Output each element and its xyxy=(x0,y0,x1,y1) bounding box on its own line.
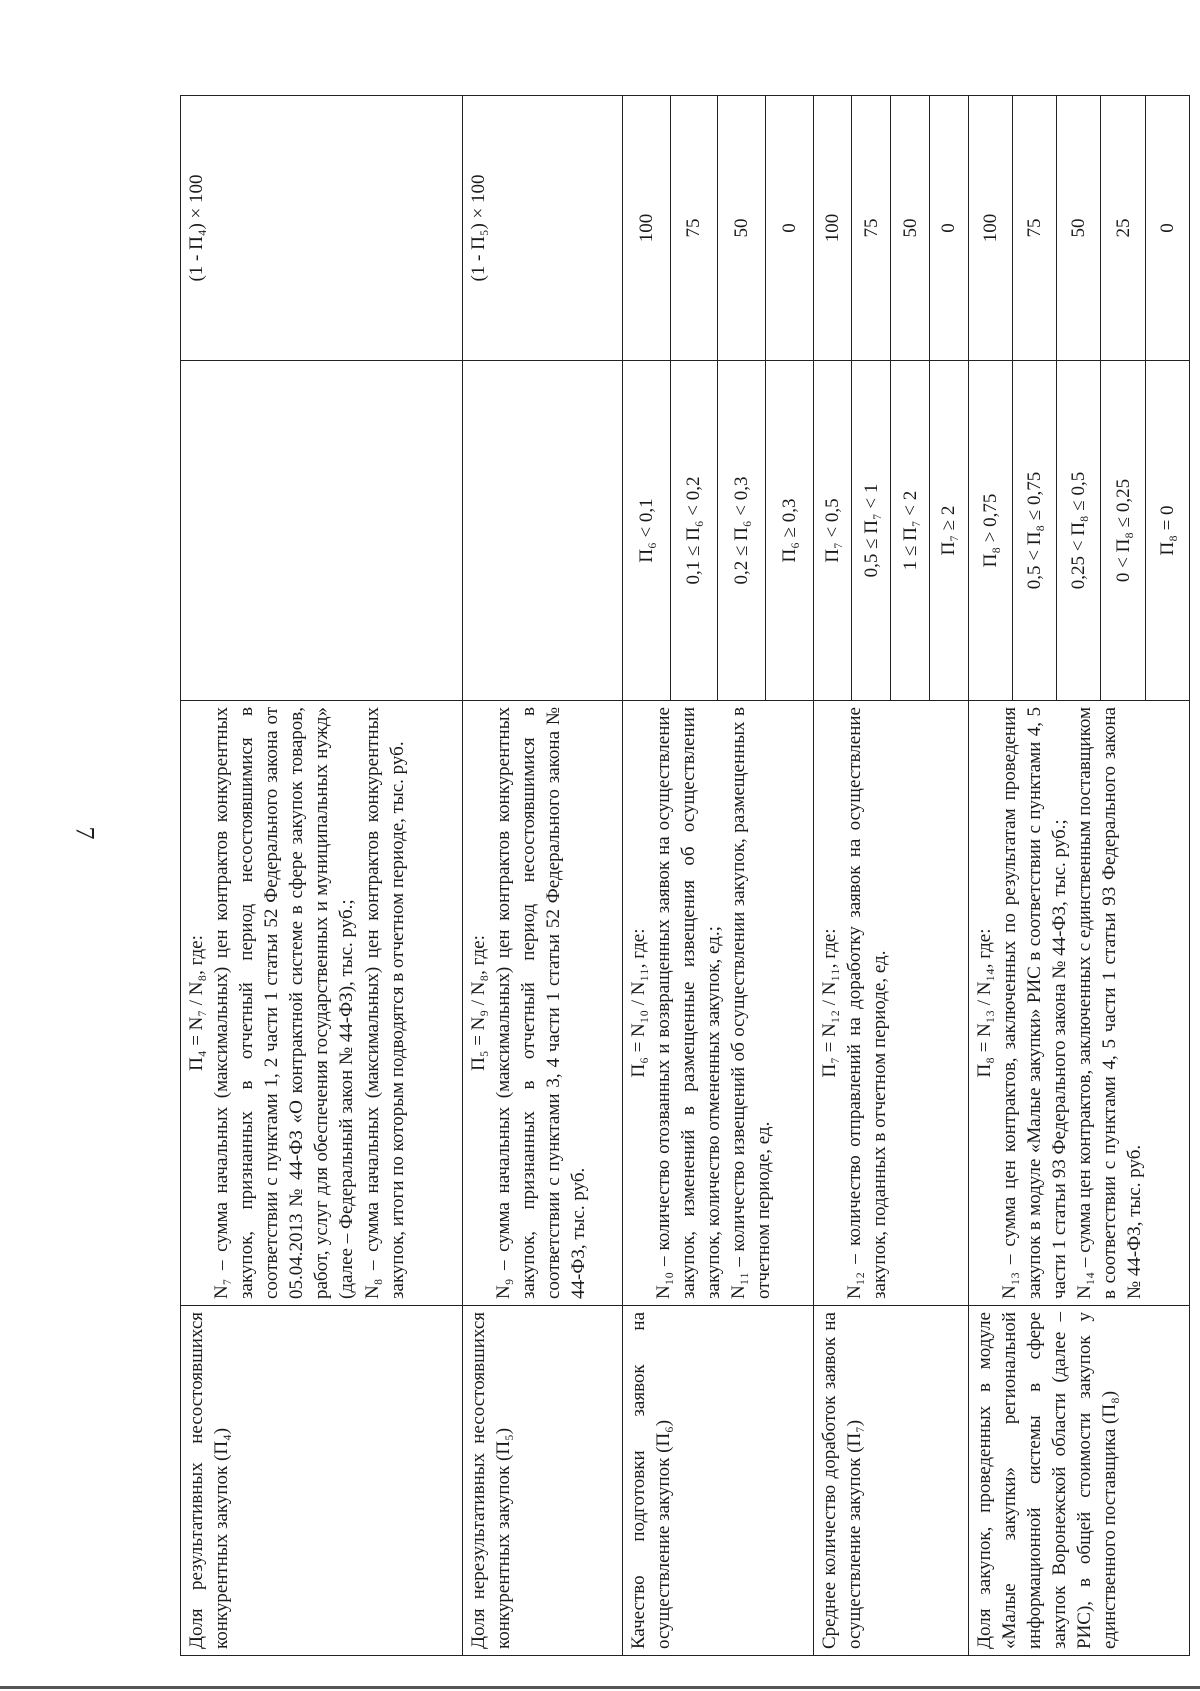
condition-p8-2: 0,5 < П₈ ≤ 0,75 xyxy=(1013,361,1057,701)
table-row-p5 xyxy=(462,96,622,1656)
description-p4-n7: N₇ – сумма начальных (максимальных) цен контрактов конкурентных закупок, признанных в отчетный период несостоявшимися в соответствии с пунктами 1, 2 части 1 статьи 52 Федерального закона от 05.04.2013 № 44-ФЗ «О контрактной системе в сфере закупок товаров, работ, услуг для обеспечения государственных и муниципальных нужд» (далее – Федеральный закон № 44-ФЗ), тыс. руб.; xyxy=(211,707,358,1299)
indicator-name-p5: Доля нерезультативных несостоявшихся конкурентных закупок (П₅) xyxy=(462,1306,622,1656)
indicators-table xyxy=(180,95,1190,1656)
condition-p7-4: П₇ ≥ 2 xyxy=(930,361,969,701)
score-p6-2: 75 xyxy=(670,96,718,361)
table-row-p6 xyxy=(623,96,671,1656)
indicator-name-p6: Качество подготовки заявок на осуществление закупок (П₆) xyxy=(623,1306,814,1656)
description-p5-n9: N₉ – сумма начальных (максимальных) цен контрактов конкурентных закупок, признанных в отчетный период несостоявшимися в соответствии с пунктами 3, 4 части 1 статьи 52 Федерального закона № 44-ФЗ, тыс. руб. xyxy=(492,707,590,1299)
score-p7-4: 0 xyxy=(930,96,969,361)
condition-empty-p5 xyxy=(462,361,622,701)
score-p5: (1 - П₅) × 100 xyxy=(462,96,622,361)
score-p6-1: 100 xyxy=(623,96,671,361)
condition-empty-p4 xyxy=(181,361,463,701)
score-p4: (1 - П₄) × 100 xyxy=(181,96,463,361)
formula-p7: П₇ = N₁₂ / N₁₁, где: xyxy=(818,928,840,1078)
condition-p8-5: П₈ = 0 xyxy=(1145,361,1189,701)
page-number: 7 xyxy=(70,826,100,840)
score-p7-3: 50 xyxy=(891,96,930,361)
condition-p8-1: П₈ > 0,75 xyxy=(968,361,1012,701)
score-p8-3: 50 xyxy=(1057,96,1101,361)
rotated-table-container xyxy=(180,96,1190,1656)
description-p6-n11: N₁₁ – количество извещений об осуществлении закупок, размещенных в отчетном периоде, ед. xyxy=(728,707,775,1299)
score-p6-4: 0 xyxy=(765,96,813,361)
indicator-name-p4: Доля результативных несостоявшихся конкурентных закупок (П₄) xyxy=(181,1306,463,1656)
condition-p7-2: 0,5 ≤ П₇ < 1 xyxy=(852,361,891,701)
indicator-name-p7: Среднее количество доработок заявок на осуществление закупок (П₇) xyxy=(813,1306,968,1656)
score-p6-3: 50 xyxy=(718,96,766,361)
indicator-formula-cell-p5 xyxy=(462,701,622,1306)
formula-p4: П₄ = N₇ / N₈, где: xyxy=(186,935,207,1071)
description-p8-n14: N₁₄ – сумма цен контрактов, заключенных с единственным поставщиком в соответствии с пунктами 4, 5 части 1 статьи 93 Федерального закона № 44-ФЗ, тыс. руб. xyxy=(1074,707,1146,1299)
formula-p8: П₈ = N₁₃ / N₁₄, где: xyxy=(973,928,995,1078)
table-row-p7 xyxy=(813,96,852,1656)
indicator-formula-cell-p8 xyxy=(968,701,1189,1306)
condition-p7-3: 1 ≤ П₇ < 2 xyxy=(891,361,930,701)
condition-p6-1: П₆ < 0,1 xyxy=(623,361,671,701)
indicator-formula-cell-p6 xyxy=(623,701,814,1306)
condition-p8-4: 0 < П₈ ≤ 0,25 xyxy=(1101,361,1145,701)
score-p7-1: 100 xyxy=(813,96,852,361)
score-p7-2: 75 xyxy=(852,96,891,361)
description-p8-n13: N₁₃ – сумма цен контрактов, заключенных по результатам проведения закупок в модуле «Малые закупки» РИС в соответствии с пунктами 4, 5 части 1 статьи 93 Федерального закона № 44-ФЗ, тыс. руб.; xyxy=(999,707,1071,1299)
indicator-name-p8: Доля закупок, проведенных в модуле «Малые закупки» региональной информационной системы в сфере закупок Воронежской области (далее – РИС), в общей стоимости закупок у единственного поставщика (П₈) xyxy=(968,1306,1189,1656)
condition-p6-3: 0,2 ≤ П₆ < 0,3 xyxy=(718,361,766,701)
condition-p6-4: П₆ ≥ 0,3 xyxy=(765,361,813,701)
score-p8-5: 0 xyxy=(1145,96,1189,361)
scan-bottom-edge xyxy=(0,1686,1200,1689)
table-row-p4 xyxy=(181,96,463,1656)
condition-p8-3: 0,25 < П₈ ≤ 0,5 xyxy=(1057,361,1101,701)
indicator-formula-cell-p7 xyxy=(813,701,968,1306)
description-p6-n10: N₁₀ – количество отозванных и возвращенных заявок на осуществление закупок, изменений в размещенные извещения об осуществлении закупок, количество отмененных закупок, ед.; xyxy=(653,707,725,1299)
score-p8-1: 100 xyxy=(968,96,1012,361)
condition-p6-2: 0,1 ≤ П₆ < 0,2 xyxy=(670,361,718,701)
description-p4-n8: N₈ – сумма начальных (максимальных) цен контрактов конкурентных закупок, итоги по которым подводятся в отчетном периоде, тыс. руб. xyxy=(361,707,408,1299)
formula-p6: П₆ = N₁₀ / N₁₁, где: xyxy=(628,928,649,1078)
indicator-formula-cell-p4 xyxy=(181,701,463,1306)
condition-p7-1: П₇ < 0,5 xyxy=(813,361,852,701)
formula-p5: П₅ = N₉ / N₈, где: xyxy=(467,935,489,1071)
table-row-p8 xyxy=(968,96,1012,1656)
description-p7-n12: N₁₂ – количество отправлений на доработку заявок на осуществление закупок, поданных в отчетном периоде, ед. xyxy=(843,707,890,1299)
score-p8-4: 25 xyxy=(1101,96,1145,361)
score-p8-2: 75 xyxy=(1013,96,1057,361)
